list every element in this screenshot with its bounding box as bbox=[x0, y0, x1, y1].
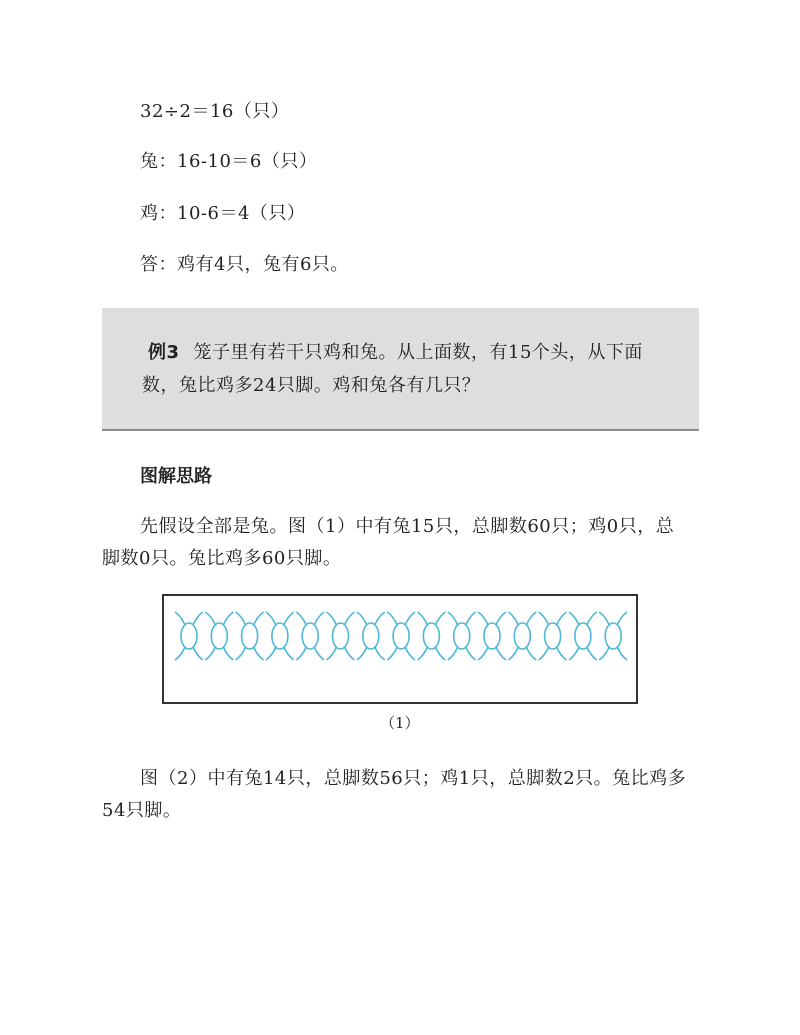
rabbit-mark bbox=[539, 612, 567, 660]
paragraph-2-line-2: 54只脚。 bbox=[102, 800, 182, 821]
example-box bbox=[102, 308, 699, 431]
rabbit-mark bbox=[357, 612, 385, 660]
paragraph-1-line-1: 先假设全部是兔。图（1）中有兔15只，总脚数60只；鸡0只，总 bbox=[140, 516, 675, 537]
calc-line-1: 32÷2＝16（只） bbox=[140, 101, 290, 122]
section-heading: 图解思路 bbox=[140, 466, 212, 487]
paragraph-2-line-1: 图（2）中有兔14只，总脚数56只；鸡1只，总脚数2只。兔比鸡多 bbox=[140, 768, 687, 789]
rabbit-mark bbox=[296, 612, 324, 660]
rabbit-figure-canvas bbox=[164, 596, 636, 702]
rabbit-figure bbox=[162, 594, 638, 704]
calc-line-2: 兔：16-10＝6（只） bbox=[140, 151, 318, 172]
rabbit-mark bbox=[236, 612, 264, 660]
calc-line-3: 鸡：10-6＝4（只） bbox=[140, 203, 306, 224]
figure-caption: （1） bbox=[380, 714, 420, 732]
rabbit-mark bbox=[205, 612, 233, 660]
rabbit-mark bbox=[508, 612, 536, 660]
example-line-1 bbox=[148, 340, 643, 366]
rabbit-mark bbox=[266, 612, 294, 660]
example-line-2: 数，兔比鸡多24只脚。鸡和兔各有几只？ bbox=[142, 375, 481, 396]
example-text-1: 笼子里有若干只鸡和兔。从上面数，有15个头，从下面 bbox=[193, 342, 643, 363]
rabbit-mark bbox=[327, 612, 355, 660]
rabbit-mark bbox=[448, 612, 476, 660]
rabbit-mark bbox=[387, 612, 415, 660]
rabbit-mark bbox=[175, 612, 203, 660]
answer-line: 答：鸡有4只，兔有6只。 bbox=[140, 254, 349, 275]
paragraph-1-line-2: 脚数0只。兔比鸡多60只脚。 bbox=[102, 548, 342, 569]
rabbit-mark bbox=[599, 612, 627, 660]
example-label: 例3 bbox=[148, 342, 180, 363]
rabbit-mark bbox=[417, 612, 445, 660]
rabbit-mark bbox=[569, 612, 597, 660]
rabbit-mark bbox=[478, 612, 506, 660]
